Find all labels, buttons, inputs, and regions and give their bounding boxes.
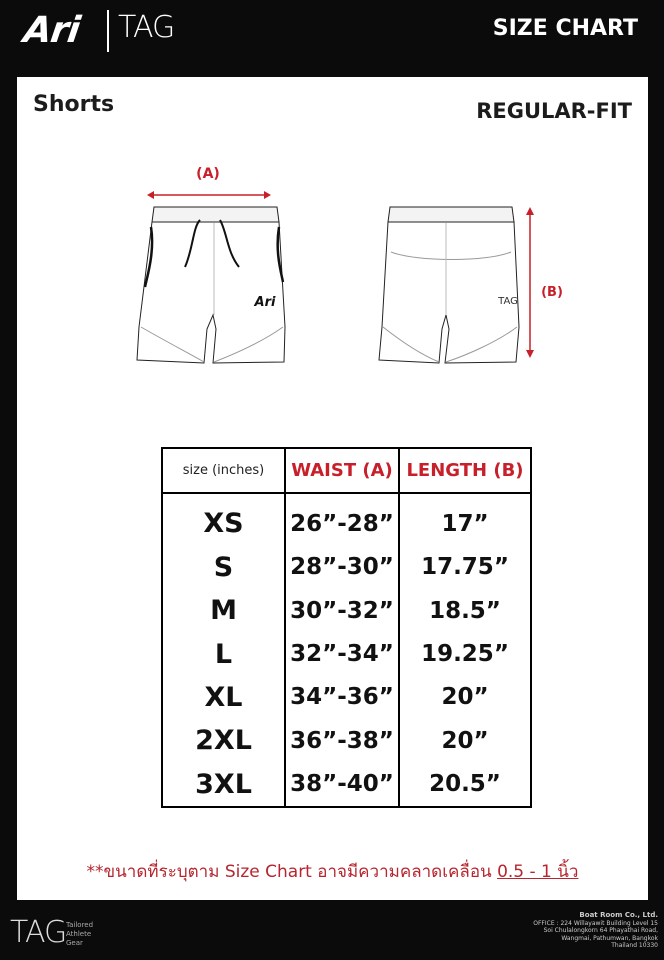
size-cell: 3XL (195, 768, 252, 800)
front-shorts-drawing (137, 207, 285, 363)
page-title: SIZE CHART (492, 16, 638, 41)
waist-cell: 32”-34” (285, 632, 399, 675)
header-bar (0, 0, 664, 75)
size-cell: 2XL (195, 725, 252, 757)
table-row (162, 719, 531, 762)
waist-cell: 28”-30” (285, 546, 399, 589)
length-cell: 17” (399, 493, 531, 546)
footer-tag-logo: TAG (10, 915, 67, 950)
table-row (162, 676, 531, 719)
label-b: (B) (541, 285, 563, 300)
waist-cell: 38”-40” (285, 763, 399, 807)
size-cell: XS (203, 508, 244, 540)
tagline-line: Gear (66, 939, 83, 947)
back-shorts-drawing (379, 207, 519, 363)
waist-arrow (147, 191, 271, 199)
table-row (162, 632, 531, 675)
footer-tagline (66, 921, 93, 948)
fit-title: REGULAR-FIT (476, 99, 632, 123)
footer-company-info (518, 912, 658, 950)
tag-logo: TAG (118, 10, 175, 45)
note-text: ขนาดที่ระบุตาม Size Chart อาจมีความคลาดเคลื่อน (103, 862, 498, 882)
length-cell: 18.5” (399, 589, 531, 632)
tagline-line: Athlete (66, 930, 92, 938)
header-length: LENGTH (B) (399, 448, 531, 493)
size-cell: L (214, 638, 233, 670)
ari-logo: Ari (21, 10, 82, 51)
size-cell: S (213, 551, 234, 583)
note-tolerance: 0.5 - 1 นิ้ว (497, 862, 579, 882)
front-logo: Ari (254, 295, 276, 310)
address-line: Soi Chulalongkorn 64 Phayathai Road, (543, 927, 658, 934)
size-disclaimer (17, 858, 648, 885)
company-name: Boat Room Co., Ltd. (579, 911, 658, 919)
header-waist: WAIST (A) (285, 448, 399, 493)
waist-cell: 26”-28” (285, 493, 399, 546)
table-row (162, 546, 531, 589)
waist-cell: 36”-38” (285, 719, 399, 762)
address-line: Thailand 10330 (611, 942, 658, 949)
length-cell: 20” (399, 676, 531, 719)
address-line: OFFICE : 224 Willayawit Building Level 15 (533, 919, 658, 927)
size-table (161, 447, 532, 808)
label-a: (A) (196, 166, 220, 182)
shorts-diagram (17, 77, 648, 417)
back-logo: TAG (498, 296, 518, 307)
length-cell: 17.75” (399, 546, 531, 589)
product-title: Shorts (33, 92, 115, 117)
length-cell: 20” (399, 719, 531, 762)
header-size: size (inches) (162, 448, 285, 493)
table-row (162, 589, 531, 632)
table-row (162, 493, 531, 546)
size-cell: XL (204, 681, 243, 713)
size-chart-panel (17, 77, 648, 900)
waist-cell: 30”-32” (285, 589, 399, 632)
note-prefix: ** (86, 862, 104, 882)
tagline-line: Tailored (66, 921, 94, 929)
length-cell: 19.25” (399, 632, 531, 675)
length-arrow (526, 207, 534, 358)
logo-divider (107, 10, 109, 52)
table-row (162, 763, 531, 807)
size-cell: M (210, 595, 237, 627)
length-cell: 20.5” (399, 763, 531, 807)
waist-cell: 34”-36” (285, 676, 399, 719)
table-header-row (162, 448, 531, 493)
address-line: Wangmai, Pathumwan, Bangkok (561, 934, 658, 942)
